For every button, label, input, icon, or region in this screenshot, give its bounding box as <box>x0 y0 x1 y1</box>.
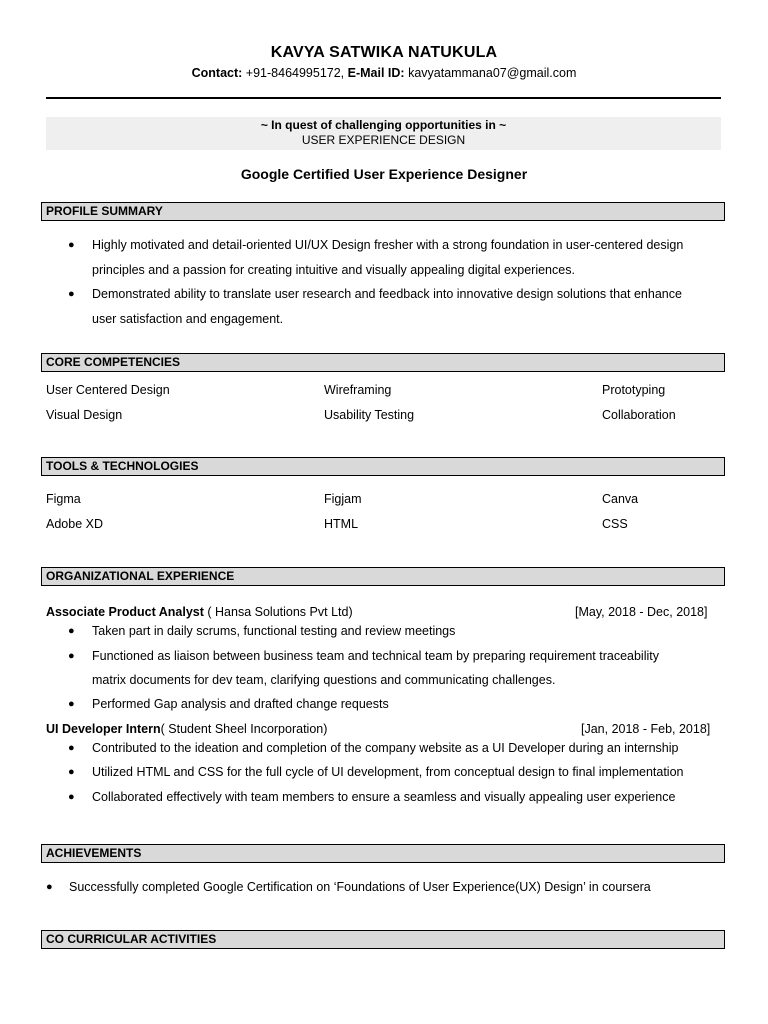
contact-line <box>0 66 768 80</box>
objective-line-2: USER EXPERIENCE DESIGN <box>301 133 466 147</box>
job-bullet: Taken part in daily scrums, functional testing and review meetings <box>92 624 456 638</box>
bullet-glyph: ● <box>68 650 75 662</box>
section-core-competencies: CORE COMPETENCIES <box>41 353 725 372</box>
profile-bullet-1-line-1: Highly motivated and detail-oriented UI/UX Design fresher with a strong foundation in user-centered design <box>92 238 684 252</box>
bullet-glyph: ● <box>68 791 75 803</box>
job-role: Associate Product Analyst <box>46 605 204 619</box>
bullet-glyph: ● <box>68 742 75 754</box>
job-bullet: Collaborated effectively with team members to ensure a seamless and visually appealing user experience <box>92 790 676 804</box>
section-tools-technologies: TOOLS & TECHNOLOGIES <box>41 457 725 476</box>
competency-item: Wireframing <box>324 383 392 397</box>
bullet-glyph: ● <box>68 698 75 710</box>
job-company: ( Student Sheel Incorporation) <box>160 722 328 736</box>
candidate-name: KAVYA SATWIKA NATUKULA <box>270 44 498 61</box>
tool-item: CSS <box>602 517 628 531</box>
job-bullet: Contributed to the ideation and completion of the company website as a UI Developer during an internship <box>92 741 679 755</box>
achievement-item: Successfully completed Google Certification on ‘Foundations of User Experience(UX) Design’ in coursera <box>69 880 651 894</box>
email-address: kavyatammana07@gmail.com <box>408 66 577 80</box>
bullet-glyph: ● <box>68 288 75 300</box>
job-dates: [Jan, 2018 - Feb, 2018] <box>581 722 711 736</box>
tool-item: Canva <box>602 492 639 506</box>
job-bullet-continued: matrix documents for dev team, clarifying questions and communicating challenges. <box>92 673 556 687</box>
job-dates: [May, 2018 - Dec, 2018] <box>575 605 708 619</box>
phone-number: +91-8464995172, <box>245 66 345 80</box>
bullet-glyph: ● <box>46 881 53 893</box>
job-title-line <box>46 722 327 736</box>
job-bullet: Performed Gap analysis and drafted change requests <box>92 697 389 711</box>
email-label: E-Mail ID: <box>347 66 405 80</box>
objective-line-1: ~ In quest of challenging opportunities in ~ <box>260 118 507 132</box>
profile-bullet-2-line-1: Demonstrated ability to translate user research and feedback into innovative design solutions that enhance <box>92 287 682 301</box>
contact-label: Contact: <box>191 66 243 80</box>
job-bullet: Utilized HTML and CSS for the full cycle of UI development, from conceptual design to final implementation <box>92 765 684 779</box>
tool-item: HTML <box>324 517 359 531</box>
competency-item: Usability Testing <box>324 408 415 422</box>
section-profile-summary: PROFILE SUMMARY <box>41 202 725 221</box>
bullet-glyph: ● <box>68 625 75 637</box>
header-divider <box>46 97 721 99</box>
headline: Google Certified User Experience Designer <box>240 166 528 182</box>
bullet-glyph: ● <box>68 239 75 251</box>
section-co-curricular: CO CURRICULAR ACTIVITIES <box>41 930 725 949</box>
tool-item: Adobe XD <box>46 517 103 531</box>
job-role: UI Developer Intern <box>46 722 161 736</box>
tool-item: Figma <box>46 492 81 506</box>
job-title-line <box>46 605 353 619</box>
profile-bullet-1-line-2: principles and a passion for creating intuitive and visually appealing digital experiences. <box>92 263 575 277</box>
job-bullet: Functioned as liaison between business team and technical team by preparing requirement traceability <box>92 649 659 663</box>
competency-item: Collaboration <box>602 408 676 422</box>
bullet-glyph: ● <box>68 766 75 778</box>
section-achievements: ACHIEVEMENTS <box>41 844 725 863</box>
competency-item: Visual Design <box>46 408 123 422</box>
profile-bullet-2-line-2: user satisfaction and engagement. <box>92 312 284 326</box>
section-organizational-experience: ORGANIZATIONAL EXPERIENCE <box>41 567 725 586</box>
competency-item: User Centered Design <box>46 383 170 397</box>
tool-item: Figjam <box>324 492 362 506</box>
objective-banner <box>46 117 721 150</box>
job-company: ( Hansa Solutions Pvt Ltd) <box>203 605 353 619</box>
competency-item: Prototyping <box>602 383 666 397</box>
